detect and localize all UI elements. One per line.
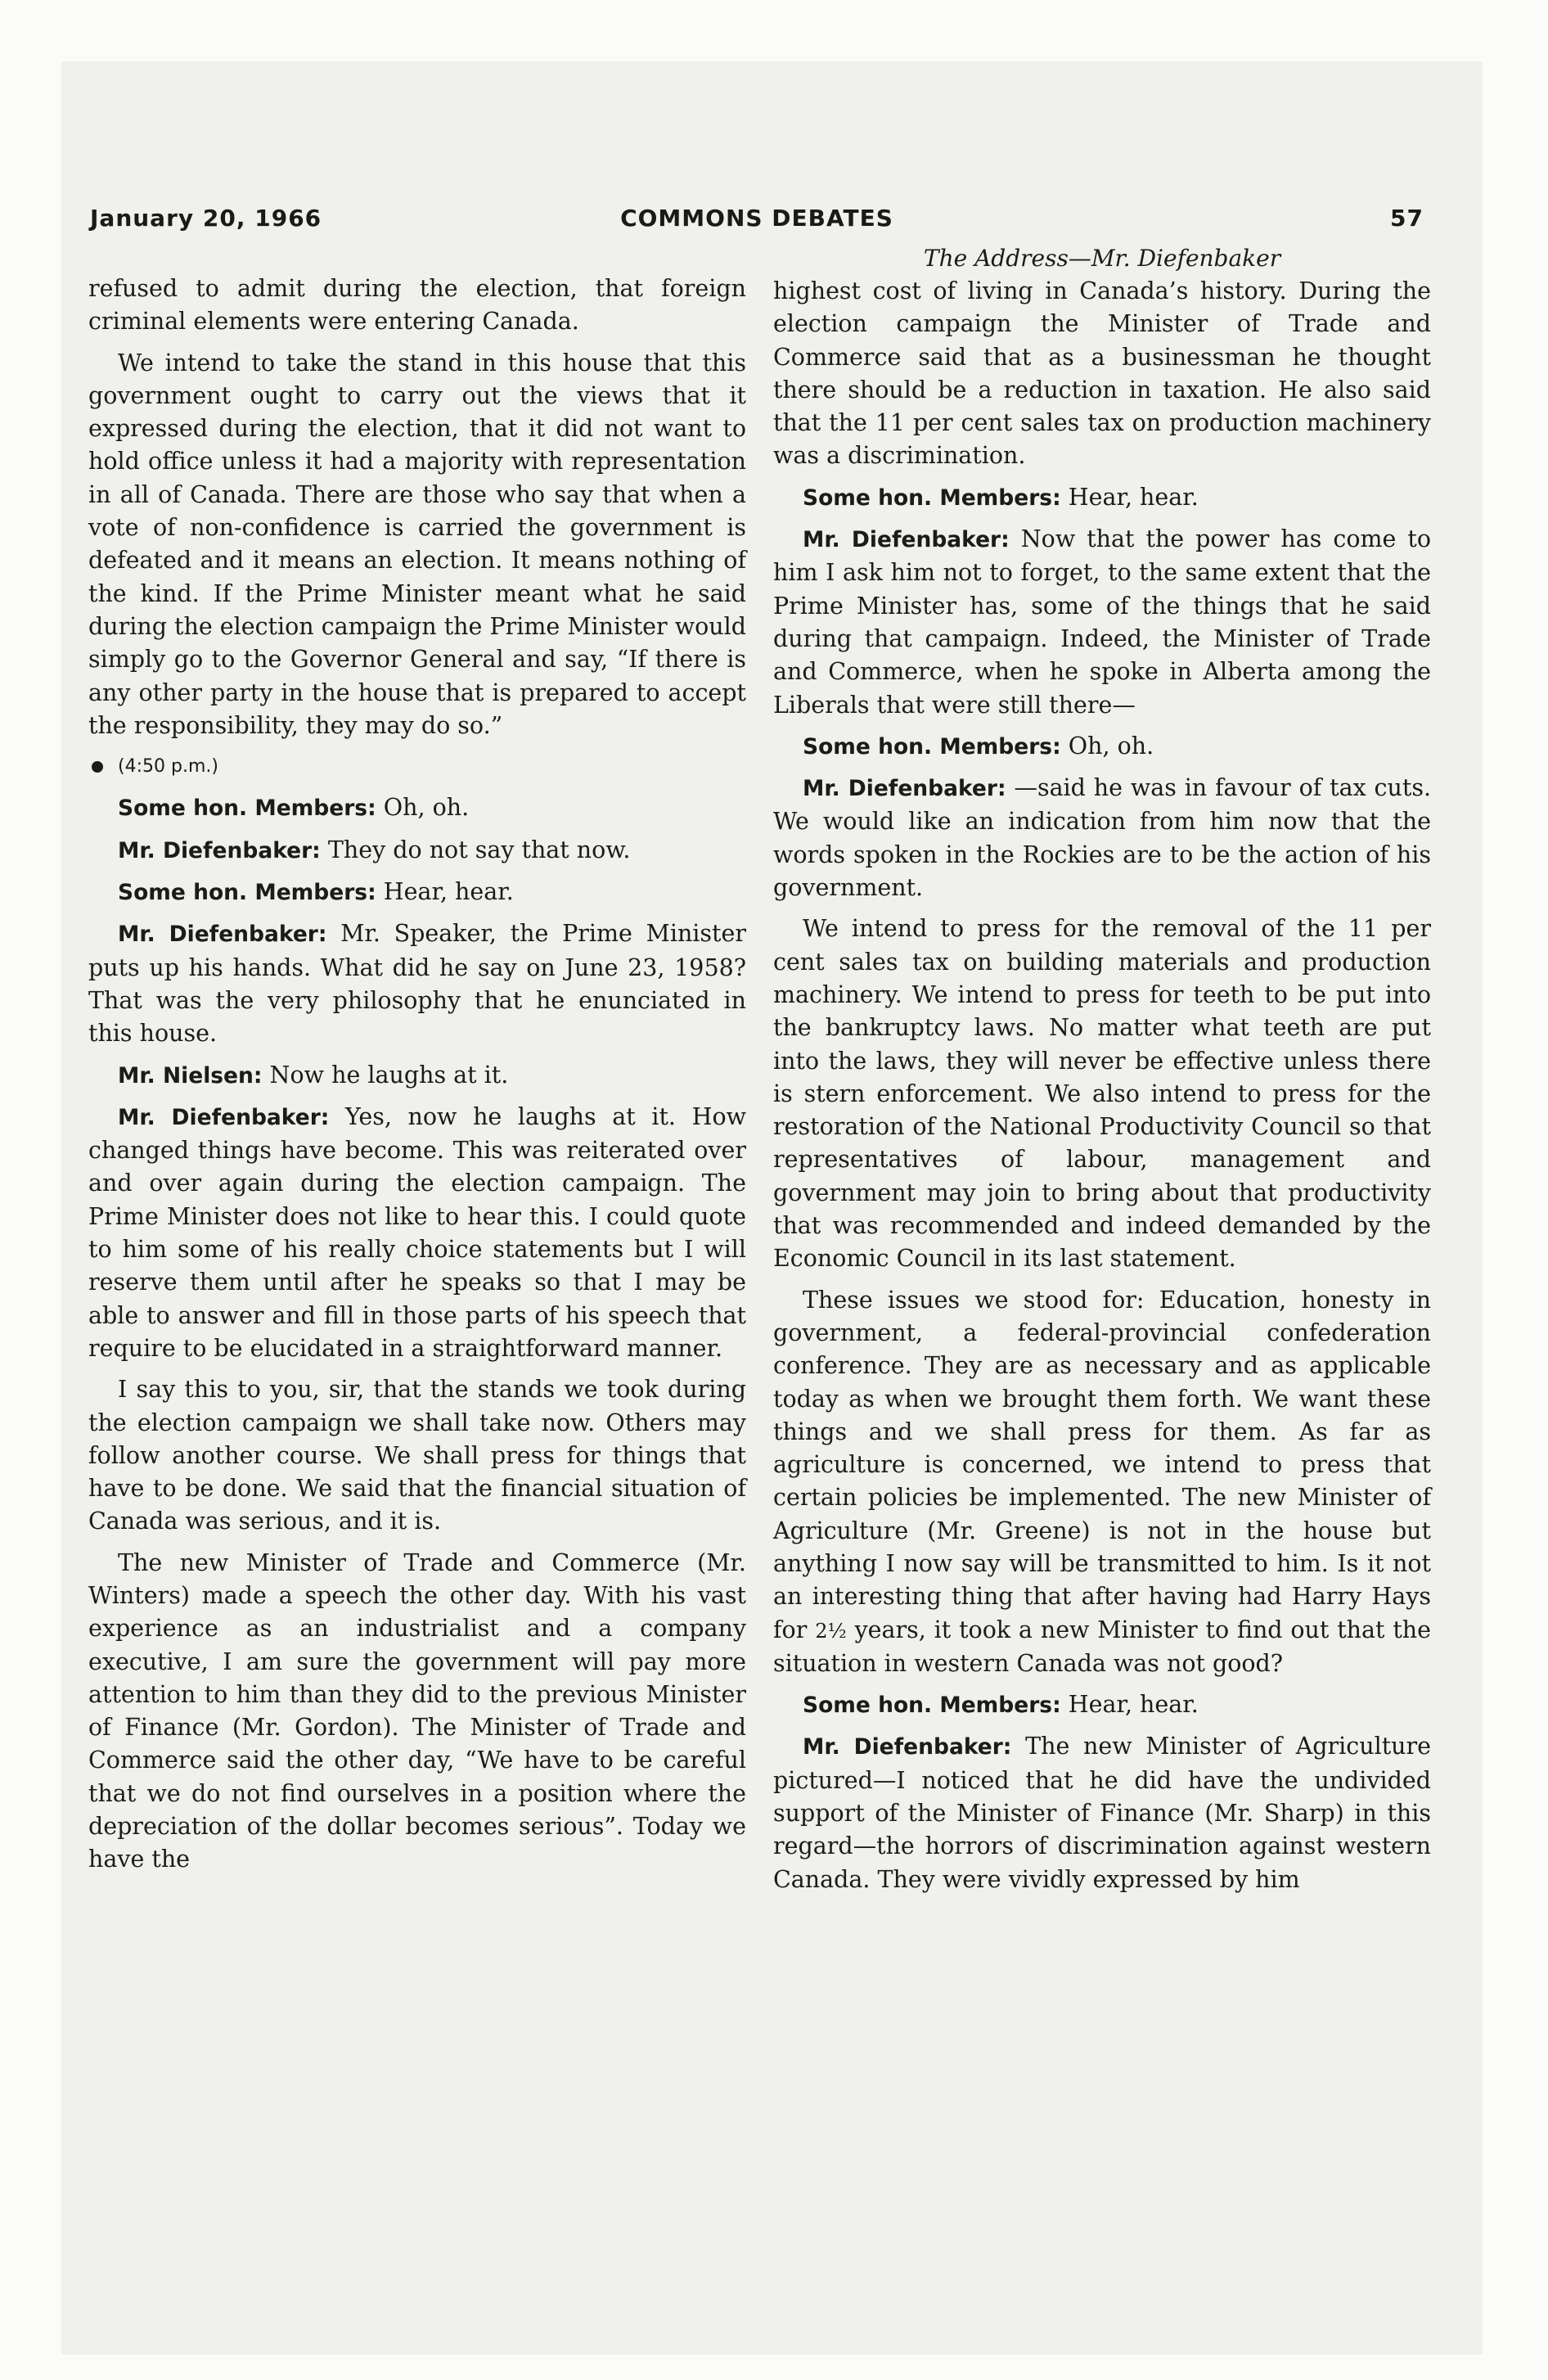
paragraph: I say this to you, sir, that the stands we took during the election campaign we shall take now. Others may follow another course. We shall press for things that have to be done. We said that the financial situation of Canada was serious, and it is.	[88, 1376, 746, 1535]
speech	[88, 834, 746, 868]
speaker-name: Some hon. Members:	[118, 796, 376, 822]
speech-text: Hear, hear.	[383, 878, 514, 906]
paragraph: highest cost of living in Canada’s history. During the election campaign the Minister of Trade and Commerce said that as a businessman he thought there should be a reduction in taxation. He also said that the 11 per cent sales tax on production machinery was a discrimination.	[773, 277, 1431, 470]
paragraph: We intend to take the stand in this house that this government ought to carry out the views that it expressed during the election, that it did not want to hold office unless it had a majority with representation in all of Canada. There are those who say that when a vote of non-confidence is carried the government is defeated and it means an election. It means nothing of the kind. If the Prime Minister meant what he said during the election campaign the Prime Minister would simply go to the Governor General and say, “If there is any other party in the house that is prepared to accept the responsibility, they may do so.”	[88, 349, 746, 739]
speaker-name: Some hon. Members:	[803, 733, 1061, 760]
speech	[88, 876, 746, 909]
right-column	[773, 245, 1432, 1904]
speech-text: Mr. Speaker, the Prime Minister puts up his hands. What did he say on June 23, 1958? That was the very philosophy that he enunciated in this house.	[88, 920, 746, 1048]
time-stamp: (4:50 p.m.)	[118, 756, 218, 778]
speaker-name: Mr. Diefenbaker:	[118, 922, 327, 948]
speech	[88, 917, 746, 1050]
bullet-icon	[92, 761, 103, 773]
speech-text: Oh, oh.	[383, 794, 470, 822]
speech-text: Hear, hear.	[1068, 1691, 1199, 1719]
paragraph-text: years, it took a new Minister to find out that the situation in western Canada was not good?	[773, 1616, 1431, 1677]
time-marker	[92, 751, 746, 783]
paragraph: We intend to press for the removal of the 11 per cent sales tax on building materials and production machinery. We intend to press for teeth to be put into the bankruptcy laws. No matter what teeth are put into the laws, they will never be effective unless there is stern enforcement. We also intend to press for the restoration of the National Productivity Council so that representatives of labour, management and government may join to bring about that productivity that was recommended and indeed demanded by the Economic Council in its last statement.	[773, 915, 1431, 1273]
speech	[88, 1059, 746, 1093]
speech	[773, 523, 1431, 722]
page-header	[90, 205, 1424, 244]
speech	[773, 772, 1431, 904]
paragraph: The new Minister of Trade and Commerce (Mr. Winters) made a speech the other day. With his vast experience as an industrialist and a company executive, I am sure the government will pay more attention to him than they did to the previous Minister of Finance (Mr. Gordon). The Minister of Trade and Commerce said the other day, “We have to be careful that we do not find ourselves in a position where the depreciation of the dollar becomes serious”. Today we have the	[88, 1548, 746, 1873]
speech	[773, 730, 1431, 764]
speech	[88, 791, 746, 825]
speech-text: —said he was in favour of tax cuts. We would like an indication from him now that the words spoken in the Rockies are to be the action of his government.	[773, 774, 1432, 902]
speaker-name: Mr. Diefenbaker:	[118, 1104, 330, 1130]
speaker-name: Mr. Diefenbaker:	[118, 837, 321, 863]
speaker-name: Some hon. Members:	[118, 880, 376, 906]
speech	[773, 1688, 1431, 1722]
speaker-name: Mr. Diefenbaker:	[803, 776, 1006, 802]
header-date: January 20, 1966	[90, 205, 322, 232]
speech-text: Oh, oh.	[1068, 732, 1154, 760]
speech-text: Hear, hear.	[1068, 483, 1199, 511]
speaker-name: Mr. Diefenbaker:	[803, 527, 1010, 553]
speech-text: They do not say that now.	[327, 836, 631, 863]
running-head: The Address—Mr. Diefenbaker	[923, 245, 1281, 272]
speaker-name: Mr. Nielsen:	[118, 1062, 263, 1089]
paragraph	[773, 1284, 1431, 1681]
paragraph: refused to admit during the election, that foreign criminal elements were entering Canada.	[88, 275, 746, 336]
speech	[88, 1101, 746, 1365]
speaker-name: Some hon. Members:	[803, 485, 1061, 511]
left-column	[88, 273, 746, 1885]
speech-text: Yes, now he laughs at it. How changed things have become. This was reiterated over and over again during the election campaign. The Prime Minister does not like to hear this. I could quote to him some of his really choice statements but I will reserve them until after he speaks so that I may be able to answer and fill in those parts of his speech that require to be elucidated in a straightforward manner.	[88, 1102, 746, 1362]
header-title: COMMONS DEBATES	[620, 205, 893, 232]
speaker-name: Some hon. Members:	[803, 1693, 1061, 1719]
speaker-name: Mr. Diefenbaker:	[803, 1734, 1012, 1760]
fraction-years: 2½	[815, 1619, 847, 1643]
page-number: 57	[1390, 205, 1424, 232]
paragraph-text: These issues we stood for: Education, honesty in government, a federal-provincial confederation conference. They are as necessary and as applicable today as when we brought them forth. We want these things and we shall press for them. As far as agriculture is concerned, we intend to press that certain policies be implemented. The new Minister of Agriculture (Mr. Greene) is not in the house but anything I now say will be transmitted to him. Is it not an interesting thing that after having had Harry Hays for	[773, 1286, 1431, 1643]
speech	[773, 1730, 1431, 1895]
speech-text: Now that the power has come to him I ask him not to forget, to the same extent that the Prime Minister has, some of the things that he said during that campaign. Indeed, the Minister of Trade and Commerce, when he spoke in Alberta among the Liberals that were still there—	[773, 525, 1431, 719]
speech-text: The new Minister of Agriculture pictured—I noticed that he did have the undivided support of the Minister of Finance (Mr. Sharp) in this regard—the horrors of discrimination against western Canada. They were vividly expressed by him	[773, 1733, 1432, 1893]
speech-text: Now he laughs at it.	[269, 1061, 509, 1089]
speech	[773, 481, 1431, 515]
